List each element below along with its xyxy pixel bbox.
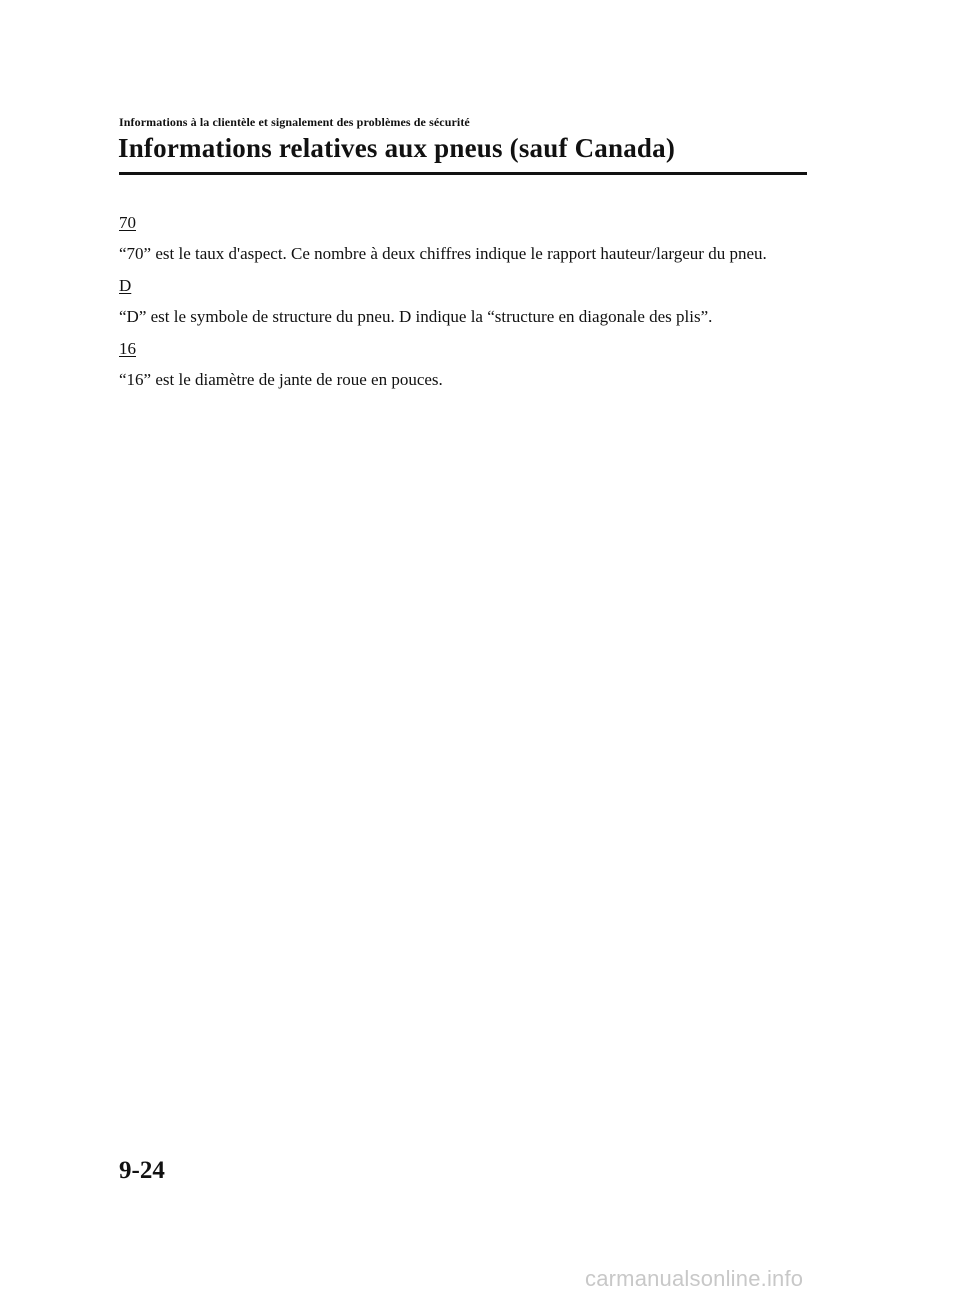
entry-term: 16 <box>119 339 136 358</box>
entry-16 <box>119 338 804 391</box>
watermark-text: carmanualsonline.info <box>585 1266 804 1291</box>
content-body <box>119 212 804 401</box>
entry-term: D <box>119 276 132 295</box>
page-number: 9-24 <box>119 1157 165 1184</box>
entry-description: “70” est le taux d'aspect. Ce nombre à deux chiffres indique le rapport hauteur/largeur du pneu. <box>119 244 767 263</box>
entry-description: “D” est le symbole de structure du pneu. D indique la “structure en diagonale des plis”. <box>119 307 713 326</box>
entry-70 <box>119 212 804 265</box>
entry-term: 70 <box>119 213 136 232</box>
section-label: Informations à la clientèle et signalement des problèmes de sécurité <box>119 115 470 129</box>
chapter-title: Informations relatives aux pneus (sauf Canada) <box>118 133 676 163</box>
title-divider <box>119 172 807 175</box>
entry-description: “16” est le diamètre de jante de roue en pouces. <box>119 370 443 389</box>
entry-d <box>119 275 804 328</box>
